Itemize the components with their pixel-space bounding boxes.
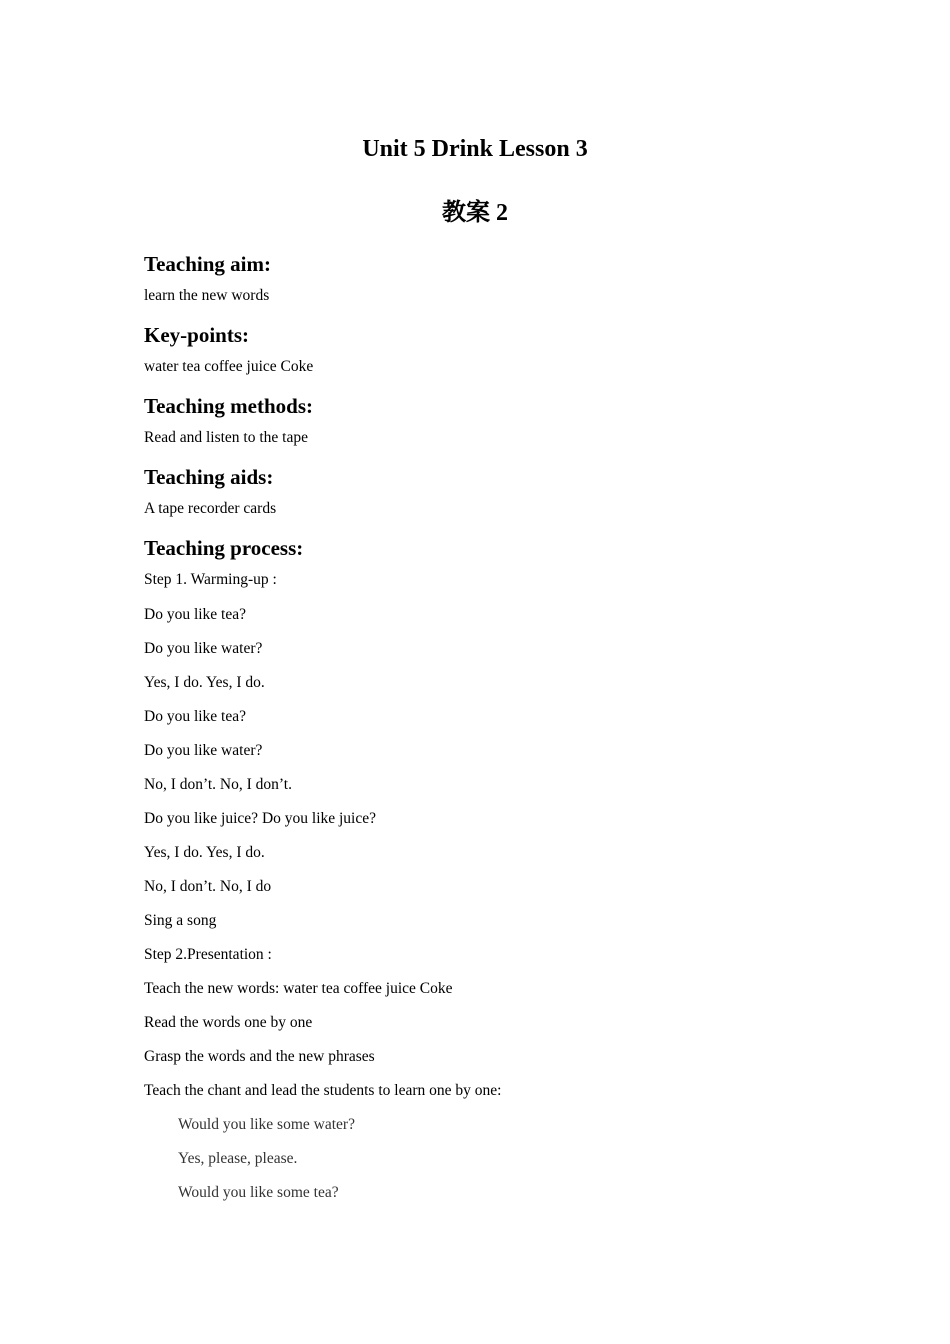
section-heading-key-points: Key-points: [144,323,249,347]
document-title: Unit 5 Drink Lesson 3 [362,136,588,162]
process-line: No, I don’t. No, I do [144,878,272,895]
process-line: No, I don’t. No, I don’t. [144,776,292,793]
document-body [144,250,824,1217]
process-line: Teach the new words: water tea coffee juice Coke [144,980,453,997]
chant-line: Would you like some water? [178,1116,355,1133]
section-text-teaching-methods: Read and listen to the tape [144,429,308,446]
process-line: Do you like juice? Do you like juice? [144,810,377,827]
process-line: Do you like water? [144,742,263,759]
section-heading-teaching-process: Teaching process: [144,536,304,560]
process-line: Do you like water? [144,640,263,657]
process-line: Do you like tea? [144,606,247,623]
section-heading-teaching-methods: Teaching methods: [144,394,313,418]
process-line: Sing a song [144,912,217,929]
process-line: Yes, I do. Yes, I do. [144,844,265,861]
process-line: Do you like tea? [144,708,247,725]
chant-line: Yes, please, please. [178,1150,298,1167]
chant-line: Would you like some tea? [178,1184,339,1201]
process-line: Grasp the words and the new phrases [144,1048,375,1065]
section-heading-teaching-aim: Teaching aim: [144,252,271,276]
section-text-teaching-aids: A tape recorder cards [144,500,277,517]
section-heading-teaching-aids: Teaching aids: [144,465,274,489]
process-line: Step 2.Presentation : [144,946,272,963]
process-line: Yes, I do. Yes, I do. [144,674,265,691]
process-line: Step 1. Warming-up : [144,571,277,588]
process-line: Teach the chant and lead the students to learn one by one: [144,1082,502,1099]
process-line: Read the words one by one [144,1014,313,1031]
document-subtitle: 教案 2 [442,200,508,226]
section-text-key-points: water tea coffee juice Coke [144,358,314,375]
section-text-teaching-aim: learn the new words [144,287,270,304]
